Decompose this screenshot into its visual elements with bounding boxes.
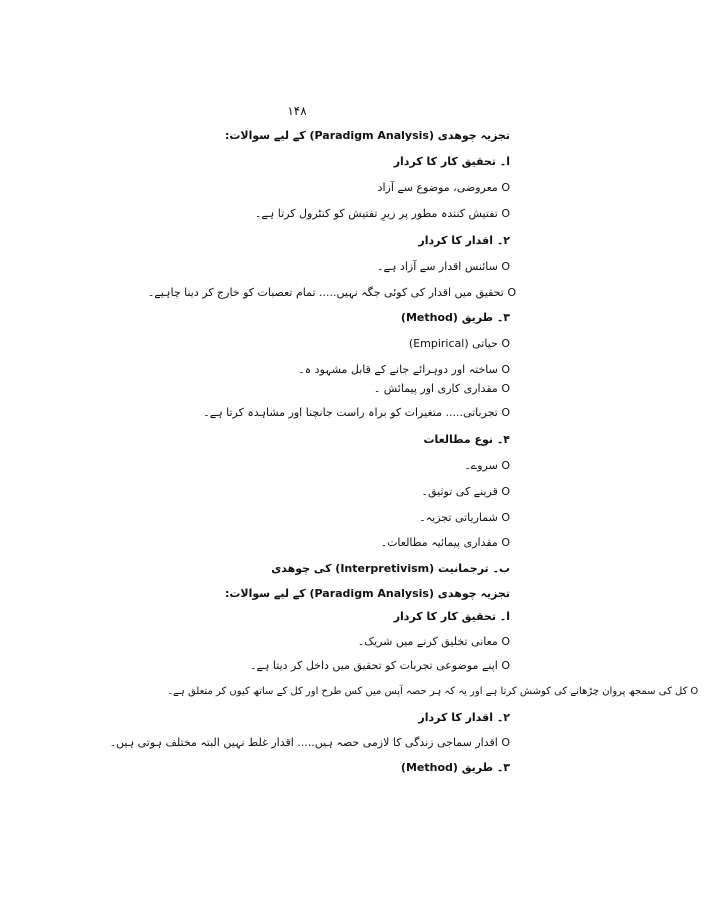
bullet-item: O اپنے موضوعی تجربات کو تحقیق میں داخل کر دیتا ہے۔ bbox=[250, 659, 510, 672]
page-number: ۱۴۸ bbox=[287, 104, 307, 118]
bullet-item: O مقداری کاری اور پیمائش ۔ bbox=[373, 382, 510, 395]
bullet-item: O شماریاتی تجزیہ۔ bbox=[419, 511, 510, 524]
bullet-item: O معانی تخلیق کرنے میں شریک۔ bbox=[357, 635, 510, 648]
bullet-item: O سروے۔ bbox=[464, 459, 510, 472]
bullet-item: O سائنس اقدار سے آزاد ہے۔ bbox=[377, 260, 510, 273]
subheading: ۳۔ طریق (Method) bbox=[400, 311, 510, 324]
bullet-item: O قرینے کی توثیق۔ bbox=[421, 485, 510, 498]
subheading: ا۔ تحقیق کار کا کردار bbox=[393, 610, 510, 623]
subheading: ۲۔ اقدار کا کردار bbox=[418, 234, 510, 247]
bullet-item: O مقداری پیمائیہ مطالعات۔ bbox=[380, 536, 510, 549]
bullet-item: O تفتیش کنندہ مطور پر زیرِ تفتیش کو کنٹرول کرتا ہے۔ bbox=[254, 207, 510, 220]
bullet-item: O تحقیق میں اقدار کی کوئی جگہ نہیں..... تمام تعصبات کو خارج کر دینا چاہیے۔ bbox=[147, 286, 516, 299]
section-heading: تجزیہ چوھدی (Paradigm Analysis) کے لیے سوالات: bbox=[224, 129, 510, 142]
bullet-item: O اقدار سماجی زندگی کا لازمی حصہ ہیں..... اقدار غلط نہیں البتہ مختلف ہوتی ہیں۔ bbox=[109, 736, 510, 749]
subheading: ۲۔ اقدار کا کردار bbox=[418, 711, 510, 724]
section-heading: ب۔ ترجمانیت (Interpretivism) کی چوھدی bbox=[271, 562, 510, 575]
bullet-item: O ساختہ اور دوہرائے جانے کے قابل مشہود ہ۔ bbox=[298, 363, 510, 376]
subheading: ۴۔ نوع مطالعات bbox=[423, 433, 510, 446]
subheading: ۳۔ طریق (Method) bbox=[400, 761, 510, 774]
bullet-item: O تجرباتی..... متغیرات کو براہ راست جانچنا اور مشاہدہ کرتا ہے۔ bbox=[203, 406, 510, 419]
bullet-item: O حیاتی (Empirical) bbox=[408, 337, 510, 350]
section-heading: تجزیہ چوھدی (Paradigm Analysis) کے لیے سوالات: bbox=[224, 587, 510, 600]
bullet-item: O معروضی، موضوع سے آزاد bbox=[377, 181, 510, 194]
bullet-item: O کل کی سمجھ پروان چڑھانے کی کوشش کرتا ہے اور یہ کہ ہر حصہ آپس میں کس طرح اور کل کے ساتھ کیوں کر متعلق ہے۔ bbox=[167, 686, 698, 697]
subheading: ا۔ تحقیق کار کا کردار bbox=[393, 155, 510, 168]
